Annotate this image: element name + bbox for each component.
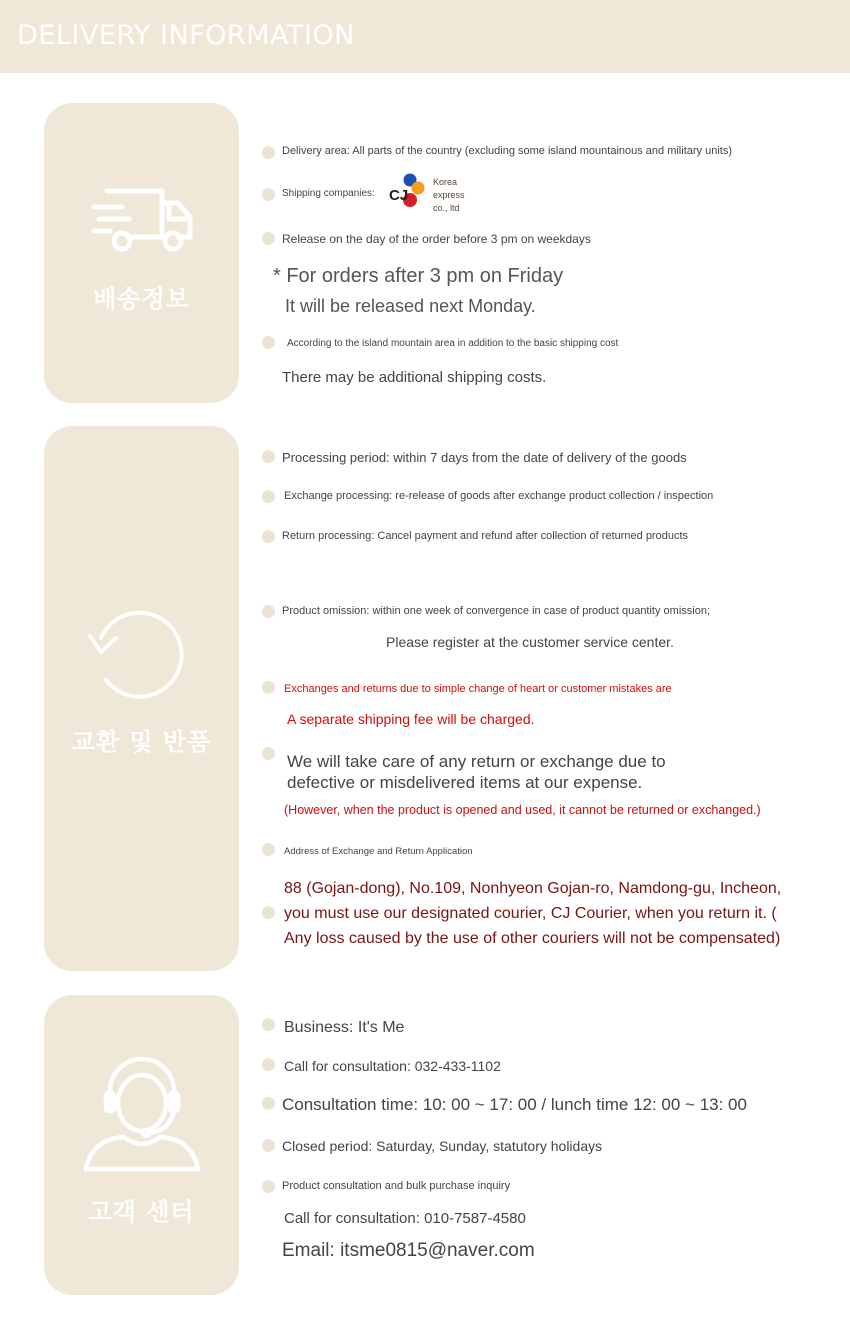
address-title-text: Address of Exchange and Return Application xyxy=(284,846,473,857)
email-text: Email: itsme0815@naver.com xyxy=(282,1240,535,1261)
delivery-area-text: Delivery area: All parts of the country (excluding some island mountainous and military units) xyxy=(282,145,732,157)
bullet-icon xyxy=(262,1058,275,1071)
courier-name-line-2: express xyxy=(433,190,465,200)
processing-period-text: Processing period: within 7 days from the date of delivery of the goods xyxy=(282,450,687,465)
island-cost-line-2: There may be additional shipping costs. xyxy=(282,369,547,386)
address-line-3: Any loss caused by the use of other couriers will not be compensated) xyxy=(284,930,781,947)
closed-period-text: Closed period: Saturday, Sunday, statutory holidays xyxy=(282,1138,603,1154)
bullet-icon xyxy=(262,906,275,919)
bullet-icon xyxy=(262,747,275,760)
bullet-icon xyxy=(262,1018,275,1031)
bullet-icon xyxy=(262,843,275,856)
omission-line-2: Please register at the customer service center. xyxy=(386,634,674,650)
bulk-inquiry-text: Product consultation and bulk purchase inquiry xyxy=(282,1180,511,1192)
page-title: DELIVERY INFORMATION xyxy=(17,20,355,51)
bullet-icon xyxy=(262,530,275,543)
delivery-truck-icon xyxy=(44,185,239,257)
address-line-2: you must use our designated courier, CJ Courier, when you return it. ( xyxy=(284,905,777,922)
courier-name-line-1: Korea xyxy=(433,177,458,187)
page-header xyxy=(0,0,850,73)
bullet-icon xyxy=(262,681,275,694)
bullet-icon xyxy=(262,1180,275,1193)
bullet-icon xyxy=(262,188,275,201)
cj-courier-logo-icon xyxy=(388,172,434,212)
bullet-icon xyxy=(262,605,275,618)
island-cost-line-1: According to the island mountain area in addition to the basic shipping cost xyxy=(287,338,619,349)
defective-note-text: (However, when the product is opened and used, it cannot be returned or exchanged.) xyxy=(284,803,761,817)
bullet-icon xyxy=(262,146,275,159)
bullet-icon xyxy=(262,490,275,503)
consultation-phone-1-text: Call for consultation: 032-433-1102 xyxy=(284,1058,501,1074)
consultation-time-text: Consultation time: 10: 00 ~ 17: 00 / lunch time 12: 00 ~ 13: 00 xyxy=(282,1095,747,1114)
bullet-icon xyxy=(262,1139,275,1152)
headset-agent-icon xyxy=(44,1057,239,1172)
shipping-companies-text: Shipping companies: xyxy=(282,188,375,199)
courier-name-line-3: co., ltd xyxy=(433,203,460,213)
friday-note-line-2: It will be released next Monday. xyxy=(285,296,536,316)
release-text: Release on the day of the order before 3 pm on weekdays xyxy=(282,232,591,246)
customer-center-card xyxy=(44,995,239,1295)
delivery-info-card xyxy=(44,103,239,403)
exchange-return-card xyxy=(44,426,239,971)
omission-line-1: Product omission: within one week of convergence in case of product quantity omission; xyxy=(282,605,711,617)
bullet-icon xyxy=(262,450,275,463)
defective-line-1: We will take care of any return or exchange due to xyxy=(287,752,666,771)
delivery-info-label: 배송정보 xyxy=(93,285,190,313)
cj-logo-text: CJ xyxy=(389,187,409,204)
bullet-icon xyxy=(262,336,275,349)
return-arrow-icon xyxy=(44,608,239,703)
address-line-1: 88 (Gojan-dong), No.109, Nonhyeon Gojan-ro, Namdong-gu, Incheon, xyxy=(284,880,782,897)
simple-change-line-1: Exchanges and returns due to simple change of heart or customer mistakes are xyxy=(284,683,672,695)
simple-change-line-2: A separate shipping fee will be charged. xyxy=(287,711,535,727)
bullet-icon xyxy=(262,232,275,245)
friday-note-line-1: * For orders after 3 pm on Friday xyxy=(273,265,564,287)
defective-line-2: defective or misdelivered items at our expense. xyxy=(287,773,643,792)
exchange-processing-text: Exchange processing: re-release of goods after exchange product collection / inspection xyxy=(284,490,714,502)
business-text: Business: It's Me xyxy=(284,1019,405,1036)
return-processing-text: Return processing: Cancel payment and refund after collection of returned products xyxy=(282,530,689,542)
customer-center-label: 고객 센터 xyxy=(88,1198,195,1226)
bullet-icon xyxy=(262,1097,275,1110)
consultation-phone-2-text: Call for consultation: 010-7587-4580 xyxy=(284,1210,526,1227)
exchange-return-label: 교환 및 반품 xyxy=(71,728,212,756)
